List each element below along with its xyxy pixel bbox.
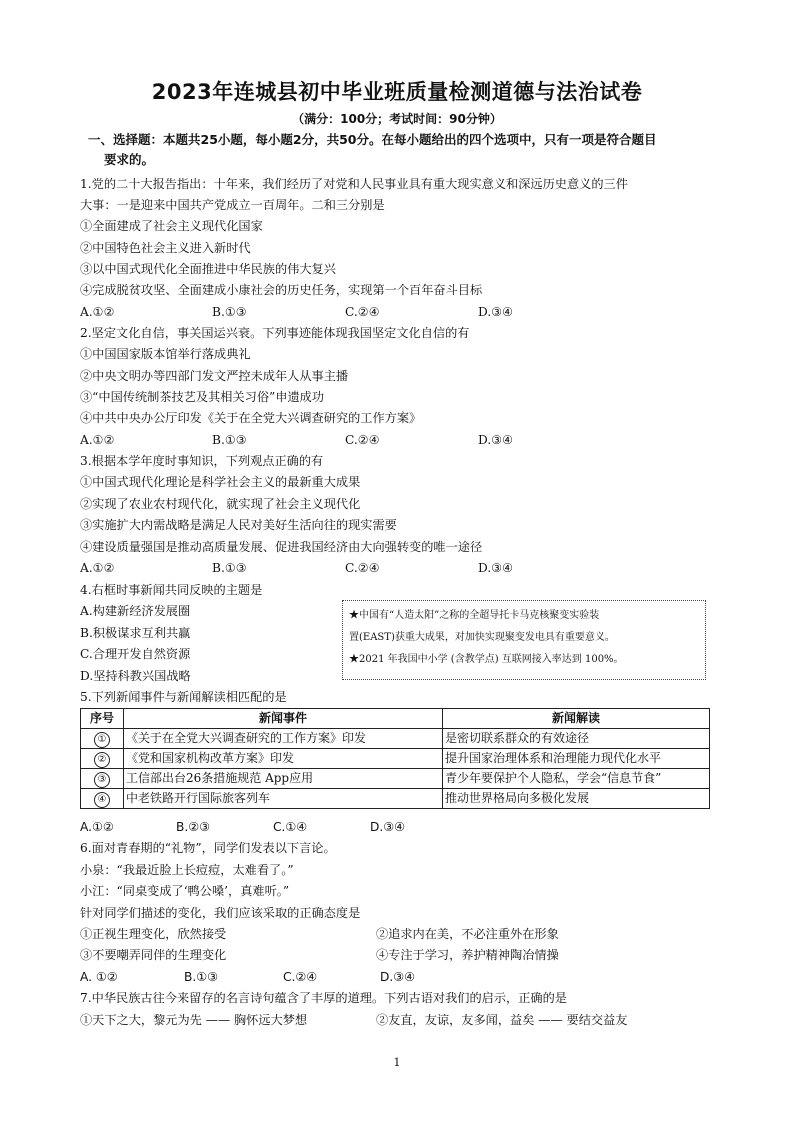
row-number: ③ [94, 772, 110, 788]
q4-option-d[interactable]: D.坚持科教兴国战略 [80, 669, 191, 683]
news-table [80, 708, 710, 809]
q5-option-b[interactable]: B.②③ [176, 820, 211, 834]
q3-stem: 3.根据本学年度时事知识，下列观点正确的有 [80, 454, 324, 468]
q2-option-a[interactable]: A.①② [80, 433, 115, 447]
q2-option-c[interactable]: C.②④ [345, 433, 380, 447]
q1-option-a[interactable]: A.①② [80, 305, 115, 319]
news-reading: 是密切联系群众的有效途径 [443, 729, 710, 749]
page-title: 2023年连城县初中毕业班质量检测道德与法治试卷 [151, 80, 643, 104]
q5-option-c[interactable]: C.①④ [273, 820, 308, 834]
row-number: ④ [94, 792, 110, 808]
q1-item: ④完成脱贫攻坚、全面建成小康社会的历史任务，实现第一个百年奋斗目标 [80, 283, 483, 297]
row-number: ② [94, 752, 110, 768]
news-reading: 青少年要保护个人隐私，学会“信息节食” [443, 769, 710, 789]
news-reading: 提升国家治理体系和治理能力现代化水平 [443, 749, 710, 769]
q4-option-c[interactable]: C.合理开发自然资源 [80, 647, 191, 661]
news-box-line: ★2021 年我国中小学 (含教学点) 互联网接入率达到 100%。 [349, 654, 624, 665]
page-number: 1 [393, 1056, 401, 1069]
q2-stem: 2.坚定文化自信，事关国运兴衰。下列事迹能体现我国坚定文化自信的有 [80, 326, 470, 340]
q6-quote: 小江：“同桌变成了‘鸭公嗓’，真难听。” [80, 884, 290, 898]
q1-stem-cont: 大事：一是迎来中国共产党成立一百周年。二和三分别是 [80, 198, 385, 212]
q1-item: ②中国特色社会主义进入新时代 [80, 241, 251, 255]
q3-item: ③实施扩大内需战略是满足人民对美好生活向往的现实需要 [80, 518, 397, 532]
section-heading-cont: 要求的。 [104, 152, 155, 167]
table-header-row [81, 709, 710, 729]
q3-option-a[interactable]: A.①② [80, 561, 115, 575]
table-row [81, 789, 710, 809]
q1-stem: 1.党的二十大报告指出：十年来，我们经历了对党和人民事业具有重大现实意义和深远历史意义的三件 [80, 177, 628, 191]
table-row [81, 729, 710, 749]
q3-item: ②实现了农业农村现代化，就实现了社会主义现代化 [80, 497, 361, 511]
q2-item: ④中共中央办公厅印发《关于在全党大兴调查研究的工作方案》 [80, 411, 422, 425]
q1-item: ③以中国式现代化全面推进中华民族的伟大复兴 [80, 262, 336, 276]
q6-quote: 小泉：“我最近脸上长痘痘，太难看了。” [80, 863, 294, 877]
col-header-reading: 新闻解读 [443, 709, 710, 729]
q6-item: ②追求内在美，不必注重外在形象 [376, 927, 559, 941]
q2-item: ③“中国传统制茶技艺及其相关习俗”申遗成功 [80, 390, 325, 404]
q6-option-c[interactable]: C.②④ [283, 970, 318, 984]
news-event: 工信部出台26条措施规范 App应用 [124, 769, 443, 789]
q5-option-a[interactable]: A.①② [80, 820, 114, 834]
q2-item: ①中国国家版本馆举行落成典礼 [80, 347, 251, 361]
news-reading: 推动世界格局向多极化发展 [443, 789, 710, 809]
q1-option-d[interactable]: D.③④ [478, 305, 514, 319]
q2-option-d[interactable]: D.③④ [478, 433, 514, 447]
news-event: 中老铁路开行国际旅客列车 [124, 789, 443, 809]
q6-stem: 6.面对青春期的“礼物”，同学们发表以下言论。 [80, 841, 336, 855]
q2-item: ②中央文明办等四部门发文严控未成年人从事主播 [80, 369, 349, 383]
q3-item: ④建设质量强国是推动高质量发展、促进我国经济由大向强转变的唯一途径 [80, 540, 483, 554]
q7-item: ①天下之大，黎元为先 —— 胸怀远大梦想 [80, 1013, 308, 1027]
q6-stem-cont: 针对同学们描述的变化，我们应该采取的正确态度是 [80, 906, 361, 920]
q6-option-b[interactable]: B.①③ [184, 970, 219, 984]
q5-option-d[interactable]: D.③④ [370, 820, 406, 834]
q1-option-b[interactable]: B.①③ [212, 305, 247, 319]
col-header-number: 序号 [81, 709, 124, 729]
news-box-line: ★中国有“人造太阳”之称的全超导托卡马克核聚变实验装 [349, 610, 600, 621]
q4-option-b[interactable]: B.积极谋求互利共赢 [80, 626, 191, 640]
q6-item: ③不要嘲弄同伴的生理变化 [80, 948, 227, 962]
table-row [81, 749, 710, 769]
q3-option-d[interactable]: D.③④ [478, 561, 514, 575]
q6-item: ④专注于学习，养护精神陶冶情操 [376, 948, 559, 962]
q6-item: ①正视生理变化，欣然接受 [80, 927, 227, 941]
section-heading: 一、选择题：本题共25小题，每小题2分，共50分。在每小题给出的四个选项中，只有一项是符合题目 [88, 132, 657, 147]
news-box [342, 600, 706, 680]
q5-stem: 5.下列新闻事件与新闻解读相匹配的是 [80, 690, 287, 704]
q4-option-a[interactable]: A.构建新经济发展圈 [80, 604, 191, 618]
table-row [81, 769, 710, 789]
q2-option-b[interactable]: B.①③ [212, 433, 247, 447]
row-number: ① [94, 732, 110, 748]
q3-option-b[interactable]: B.①③ [212, 561, 247, 575]
q6-option-d[interactable]: D.③④ [380, 970, 416, 984]
q1-item: ①全面建成了社会主义现代化国家 [80, 219, 263, 233]
news-event: 《党和国家机构改革方案》印发 [124, 749, 443, 769]
q1-option-c[interactable]: C.②④ [345, 305, 380, 319]
q7-item: ②友直，友谅，友多闻，益矣 —— 要结交益友 [376, 1013, 628, 1027]
exam-info: （满分：100分；考试时间：90分钟） [292, 112, 502, 126]
q7-stem: 7.中华民族古往今来留存的名言诗句蕴含了丰厚的道理。下列古语对我们的启示，正确的是 [80, 991, 567, 1005]
news-event: 《关于在全党大兴调查研究的工作方案》印发 [124, 729, 443, 749]
news-box-line: 置(EAST)获重大成果，对加快实现聚变发电具有重要意义。 [349, 632, 615, 643]
q3-item: ①中国式现代化理论是科学社会主义的最新重大成果 [80, 475, 361, 489]
col-header-event: 新闻事件 [124, 709, 443, 729]
q6-option-a[interactable]: A. ①② [80, 970, 118, 984]
q3-option-c[interactable]: C.②④ [345, 561, 380, 575]
q4-stem: 4.右框时事新闻共同反映的主题是 [80, 583, 263, 597]
